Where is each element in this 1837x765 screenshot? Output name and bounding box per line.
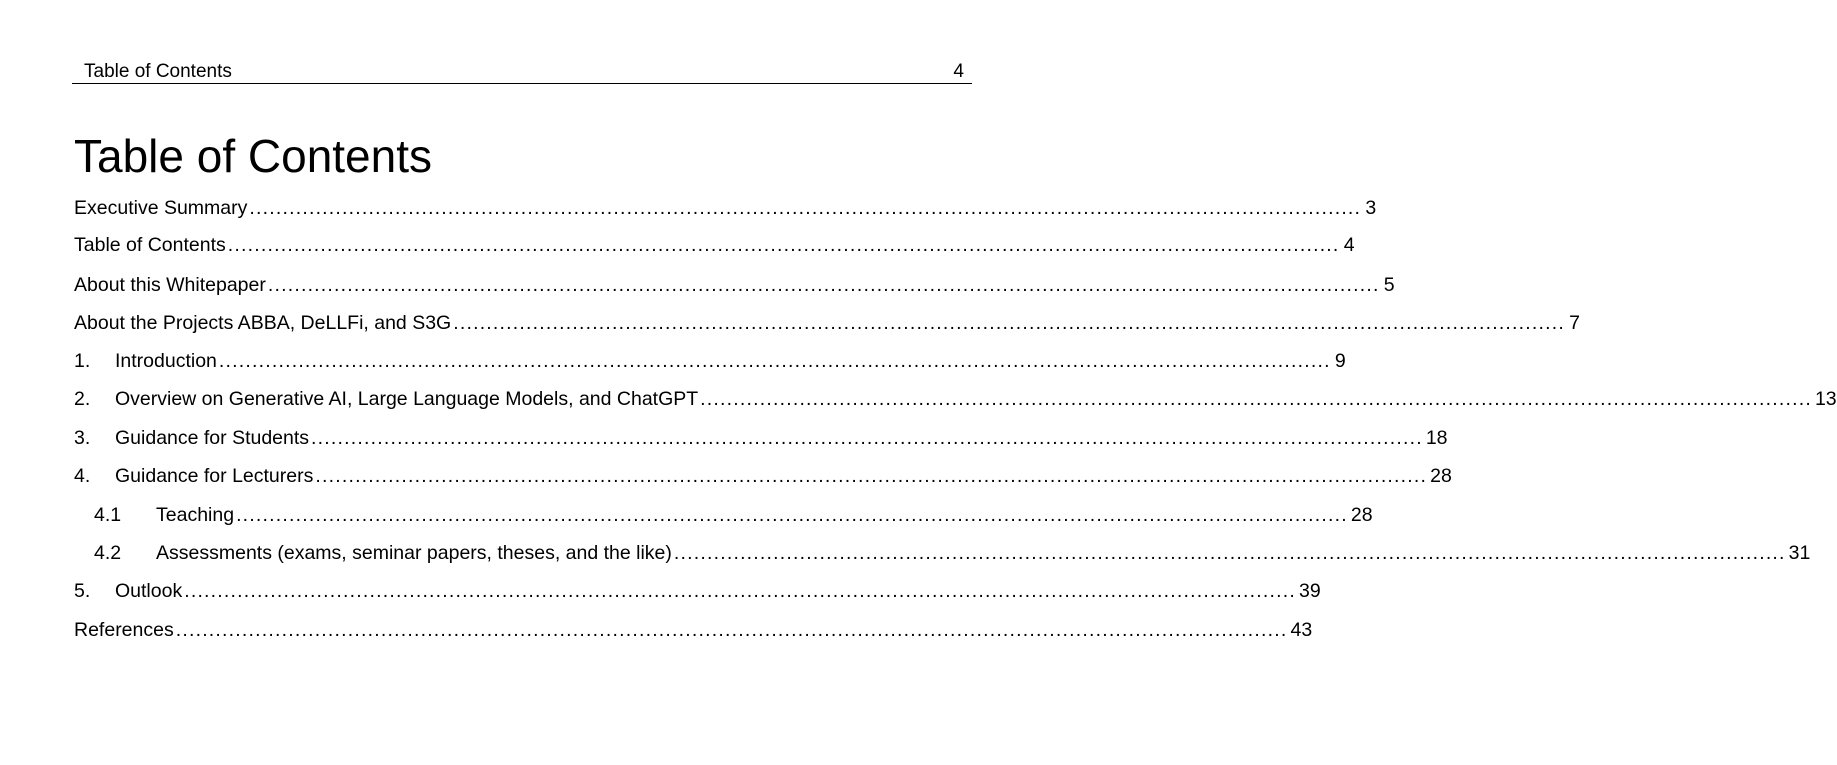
toc-page-number: 31 bbox=[1788, 542, 1811, 564]
toc-dot-leader: ........................................................................................................................................................................ bbox=[673, 542, 1786, 564]
toc-page-number: 3 bbox=[1365, 197, 1377, 219]
toc-dot-leader: ........................................................................................................................................................................ bbox=[311, 427, 1423, 449]
page-title: Table of Contents bbox=[74, 130, 433, 182]
toc-entry-text: Teaching bbox=[156, 504, 235, 526]
toc-entry-references[interactable] bbox=[74, 617, 1313, 643]
toc-page-number: 28 bbox=[1430, 465, 1452, 487]
toc-entry-guidance-students[interactable] bbox=[74, 425, 1448, 451]
toc-dot-leader: ........................................................................................................................................................................ bbox=[700, 388, 1812, 410]
toc-dot-leader: ........................................................................................................................................................................ bbox=[453, 312, 1565, 334]
toc-page-number: 39 bbox=[1298, 580, 1321, 602]
toc-entry-number: 2. bbox=[74, 388, 91, 410]
toc-entry-executive-summary[interactable] bbox=[74, 195, 1377, 221]
toc-entry-outlook[interactable] bbox=[74, 578, 1321, 604]
toc-dot-leader: ........................................................................................................................................................................ bbox=[175, 619, 1288, 641]
toc-entry-text: About this Whitepaper bbox=[74, 274, 266, 296]
toc-page-number: 43 bbox=[1290, 619, 1313, 641]
toc-entry-introduction[interactable] bbox=[74, 348, 1346, 374]
toc-page-number: 9 bbox=[1334, 350, 1346, 372]
toc-entry-guidance-lecturers[interactable] bbox=[74, 463, 1452, 489]
toc-entry-text: Table of Contents bbox=[74, 234, 226, 256]
header-section-title: Table of Contents bbox=[84, 61, 232, 82]
toc-dot-leader: ........................................................................................................................................................................ bbox=[236, 504, 1348, 526]
toc-entry-table-of-contents[interactable] bbox=[74, 232, 1355, 258]
toc-page-number: 13 bbox=[1814, 388, 1837, 410]
toc-dot-leader: ........................................................................................................................................................................ bbox=[315, 465, 1428, 487]
toc-entry-text: Assessments (exams, seminar papers, theses, and the like) bbox=[156, 542, 672, 564]
toc-entry-about-whitepaper[interactable] bbox=[74, 272, 1395, 298]
toc-entry-number: 4. bbox=[74, 465, 91, 487]
toc-dot-leader: ........................................................................................................................................................................ bbox=[249, 197, 1362, 219]
toc-entry-number: 4.1 bbox=[94, 504, 122, 526]
toc-page-number: 18 bbox=[1425, 427, 1448, 449]
toc-entry-number: 5. bbox=[74, 580, 91, 602]
toc-entry-text: References bbox=[74, 619, 174, 641]
running-header bbox=[72, 60, 972, 84]
toc-page-number: 5 bbox=[1383, 274, 1395, 296]
toc-dot-leader: ........................................................................................................................................................................ bbox=[227, 234, 1340, 256]
toc-entry-number: 1. bbox=[74, 350, 91, 372]
toc-page-number: 28 bbox=[1350, 504, 1373, 526]
toc-entry-assessments[interactable] bbox=[94, 540, 1811, 566]
toc-entry-number: 4.2 bbox=[94, 542, 122, 564]
toc-entry-text: Introduction bbox=[115, 350, 217, 372]
toc-entry-overview[interactable] bbox=[74, 386, 1837, 412]
toc-entry-teaching[interactable] bbox=[94, 502, 1373, 528]
toc-dot-leader: ........................................................................................................................................................................ bbox=[267, 274, 1380, 296]
toc-entry-text: Executive Summary bbox=[74, 197, 248, 219]
header-page-number: 4 bbox=[953, 61, 964, 82]
toc-entry-text: Overview on Generative AI, Large Language Models, and ChatGPT bbox=[115, 388, 699, 410]
toc-entry-text: Outlook bbox=[115, 580, 183, 602]
toc-dot-leader: ........................................................................................................................................................................ bbox=[218, 350, 1331, 372]
toc-page-number: 4 bbox=[1343, 234, 1355, 256]
toc-entry-text: Guidance for Students bbox=[115, 427, 310, 449]
toc-dot-leader: ........................................................................................................................................................................ bbox=[184, 580, 1296, 602]
toc-entry-number: 3. bbox=[74, 427, 91, 449]
toc-entry-about-projects[interactable] bbox=[74, 310, 1580, 336]
toc-entry-text: Guidance for Lecturers bbox=[115, 465, 314, 487]
toc-entry-text: About the Projects ABBA, DeLLFi, and S3G bbox=[74, 312, 452, 334]
toc-page-number: 7 bbox=[1569, 312, 1580, 334]
